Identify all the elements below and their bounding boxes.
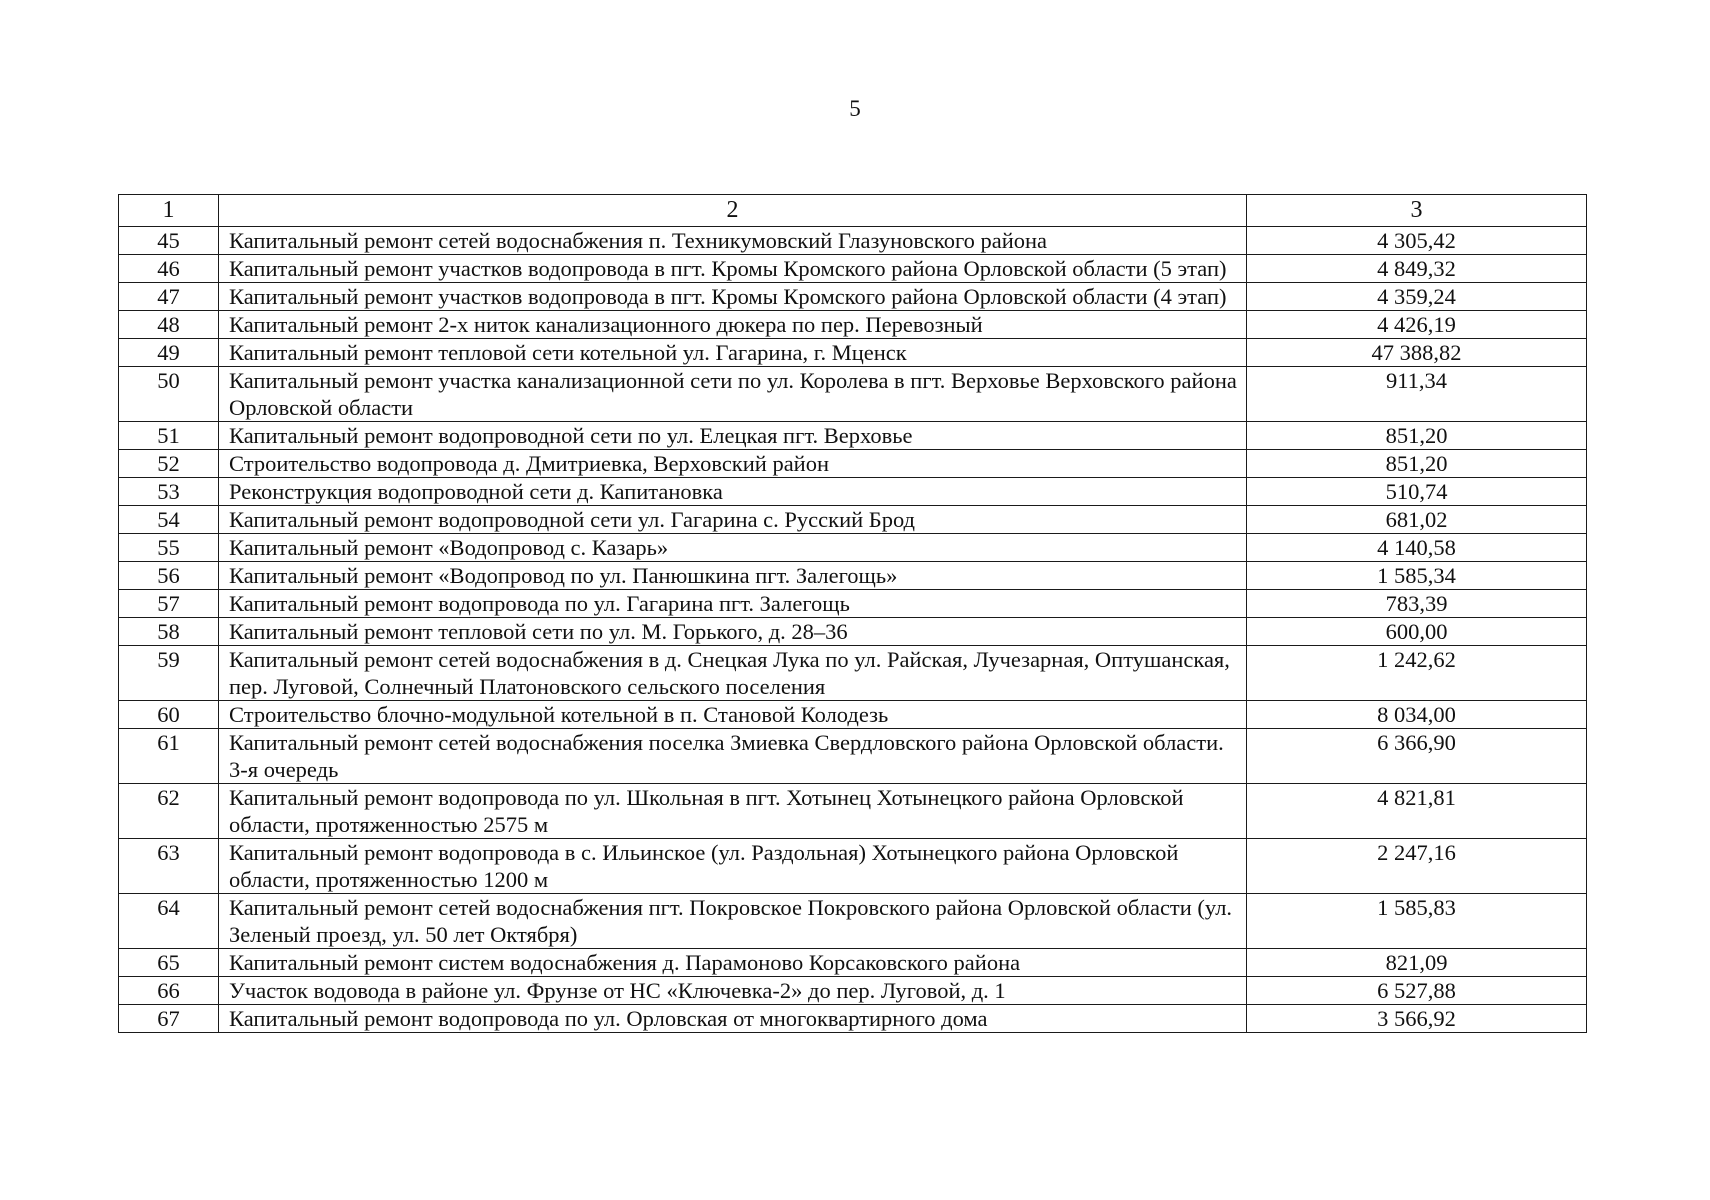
table-header (119, 195, 1587, 227)
row-name-cell: Капитальный ремонт тепловой сети котельной ул. Гагарина, г. Мценск (219, 339, 1247, 367)
row-number-cell: 47 (119, 283, 219, 311)
row-name-cell: Капитальный ремонт «Водопровод с. Казарь» (219, 534, 1247, 562)
row-value-cell: 4 305,42 (1247, 227, 1587, 255)
table-row (119, 894, 1587, 949)
row-name-cell: Капитальный ремонт сетей водоснабжения поселка Змиевка Свердловского района Орловской области. 3-я очередь (219, 729, 1247, 784)
table-row (119, 478, 1587, 506)
table-row (119, 729, 1587, 784)
table-row (119, 339, 1587, 367)
row-name-cell: Капитальный ремонт водопровода по ул. Школьная в пгт. Хотынец Хотынецкого района Орловской области, протяженностью 2575 м (219, 784, 1247, 839)
row-value-cell: 2 247,16 (1247, 839, 1587, 894)
row-number-cell: 52 (119, 450, 219, 478)
table-row (119, 367, 1587, 422)
row-value-cell: 911,34 (1247, 367, 1587, 422)
row-value-cell: 821,09 (1247, 949, 1587, 977)
header-cell-2: 2 (219, 195, 1247, 227)
row-number-cell: 66 (119, 977, 219, 1005)
row-number-cell: 61 (119, 729, 219, 784)
row-value-cell: 47 388,82 (1247, 339, 1587, 367)
page-number: 5 (849, 96, 861, 121)
row-value-cell: 851,20 (1247, 422, 1587, 450)
row-number-cell: 58 (119, 618, 219, 646)
table-row (119, 562, 1587, 590)
row-value-cell: 3 566,92 (1247, 1005, 1587, 1033)
row-number-cell: 60 (119, 701, 219, 729)
row-name-cell: Капитальный ремонт участка канализационной сети по ул. Королева в пгт. Верховье Верховского района Орловской области (219, 367, 1247, 422)
row-name-cell: Строительство блочно-модульной котельной в п. Становой Колодезь (219, 701, 1247, 729)
row-name-cell: Капитальный ремонт водопроводной сети по ул. Елецкая пгт. Верховье (219, 422, 1247, 450)
row-number-cell: 55 (119, 534, 219, 562)
row-number-cell: 50 (119, 367, 219, 422)
table-row (119, 506, 1587, 534)
row-name-cell: Капитальный ремонт водопровода в с. Ильинское (ул. Раздольная) Хотынецкого района Орловской области, протяженностью 1200 м (219, 839, 1247, 894)
row-name-cell: Капитальный ремонт участков водопровода в пгт. Кромы Кромского района Орловской области (4 этап) (219, 283, 1247, 311)
table-row (119, 311, 1587, 339)
row-name-cell: Капитальный ремонт сетей водоснабжения п. Техникумовский Глазуновского района (219, 227, 1247, 255)
table-row (119, 949, 1587, 977)
row-number-cell: 57 (119, 590, 219, 618)
row-name-cell: Реконструкция водопроводной сети д. Капитановка (219, 478, 1247, 506)
row-name-cell: Капитальный ремонт сетей водоснабжения в д. Снецкая Лука по ул. Райская, Лучезарная, Оптушанская, пер. Луговой, Солнечный Платоновского сельского поселения (219, 646, 1247, 701)
row-value-cell: 4 426,19 (1247, 311, 1587, 339)
table-row (119, 1005, 1587, 1033)
row-number-cell: 53 (119, 478, 219, 506)
row-value-cell: 4 140,58 (1247, 534, 1587, 562)
row-value-cell: 1 585,34 (1247, 562, 1587, 590)
table-row (119, 227, 1587, 255)
row-name-cell: Капитальный ремонт систем водоснабжения д. Парамоново Корсаковского района (219, 949, 1247, 977)
row-number-cell: 65 (119, 949, 219, 977)
table-row (119, 422, 1587, 450)
row-name-cell: Капитальный ремонт 2-х ниток канализационного дюкера по пер. Перевозный (219, 311, 1247, 339)
table-row (119, 646, 1587, 701)
table-row (119, 534, 1587, 562)
row-name-cell: Капитальный ремонт сетей водоснабжения пгт. Покровское Покровского района Орловской области (ул. Зеленый проезд, ул. 50 лет Октября) (219, 894, 1247, 949)
table-row (119, 590, 1587, 618)
row-number-cell: 48 (119, 311, 219, 339)
row-number-cell: 63 (119, 839, 219, 894)
row-value-cell: 4 849,32 (1247, 255, 1587, 283)
row-value-cell: 4 821,81 (1247, 784, 1587, 839)
row-name-cell: Капитальный ремонт тепловой сети по ул. М. Горького, д. 28–36 (219, 618, 1247, 646)
row-name-cell: Капитальный ремонт участков водопровода в пгт. Кромы Кромского района Орловской области (5 этап) (219, 255, 1247, 283)
row-value-cell: 1 585,83 (1247, 894, 1587, 949)
table-row (119, 450, 1587, 478)
row-number-cell: 56 (119, 562, 219, 590)
row-number-cell: 62 (119, 784, 219, 839)
table-row (119, 839, 1587, 894)
row-value-cell: 510,74 (1247, 478, 1587, 506)
row-name-cell: Капитальный ремонт «Водопровод по ул. Панюшкина пгт. Залегощь» (219, 562, 1247, 590)
row-value-cell: 8 034,00 (1247, 701, 1587, 729)
row-number-cell: 46 (119, 255, 219, 283)
row-value-cell: 6 527,88 (1247, 977, 1587, 1005)
table-row (119, 977, 1587, 1005)
row-value-cell: 681,02 (1247, 506, 1587, 534)
row-name-cell: Капитальный ремонт водопровода по ул. Орловская от многоквартирного дома (219, 1005, 1247, 1033)
row-value-cell: 1 242,62 (1247, 646, 1587, 701)
table-row (119, 255, 1587, 283)
row-name-cell: Капитальный ремонт водопровода по ул. Гагарина пгт. Залегощь (219, 590, 1247, 618)
header-cell-3: 3 (1247, 195, 1587, 227)
row-name-cell: Участок водовода в районе ул. Фрунзе от НС «Ключевка-2» до пер. Луговой, д. 1 (219, 977, 1247, 1005)
header-row (119, 195, 1587, 227)
header-cell-1: 1 (119, 195, 219, 227)
row-value-cell: 4 359,24 (1247, 283, 1587, 311)
row-number-cell: 49 (119, 339, 219, 367)
row-number-cell: 45 (119, 227, 219, 255)
row-number-cell: 54 (119, 506, 219, 534)
table-row (119, 283, 1587, 311)
row-name-cell: Капитальный ремонт водопроводной сети ул. Гагарина с. Русский Брод (219, 506, 1247, 534)
data-table (118, 194, 1587, 1033)
row-value-cell: 783,39 (1247, 590, 1587, 618)
row-value-cell: 851,20 (1247, 450, 1587, 478)
row-number-cell: 64 (119, 894, 219, 949)
row-number-cell: 59 (119, 646, 219, 701)
table-row (119, 618, 1587, 646)
row-number-cell: 67 (119, 1005, 219, 1033)
table-body (119, 227, 1587, 1033)
table-row (119, 701, 1587, 729)
row-value-cell: 6 366,90 (1247, 729, 1587, 784)
row-value-cell: 600,00 (1247, 618, 1587, 646)
row-number-cell: 51 (119, 422, 219, 450)
row-name-cell: Строительство водопровода д. Дмитриевка, Верховский район (219, 450, 1247, 478)
table-row (119, 784, 1587, 839)
